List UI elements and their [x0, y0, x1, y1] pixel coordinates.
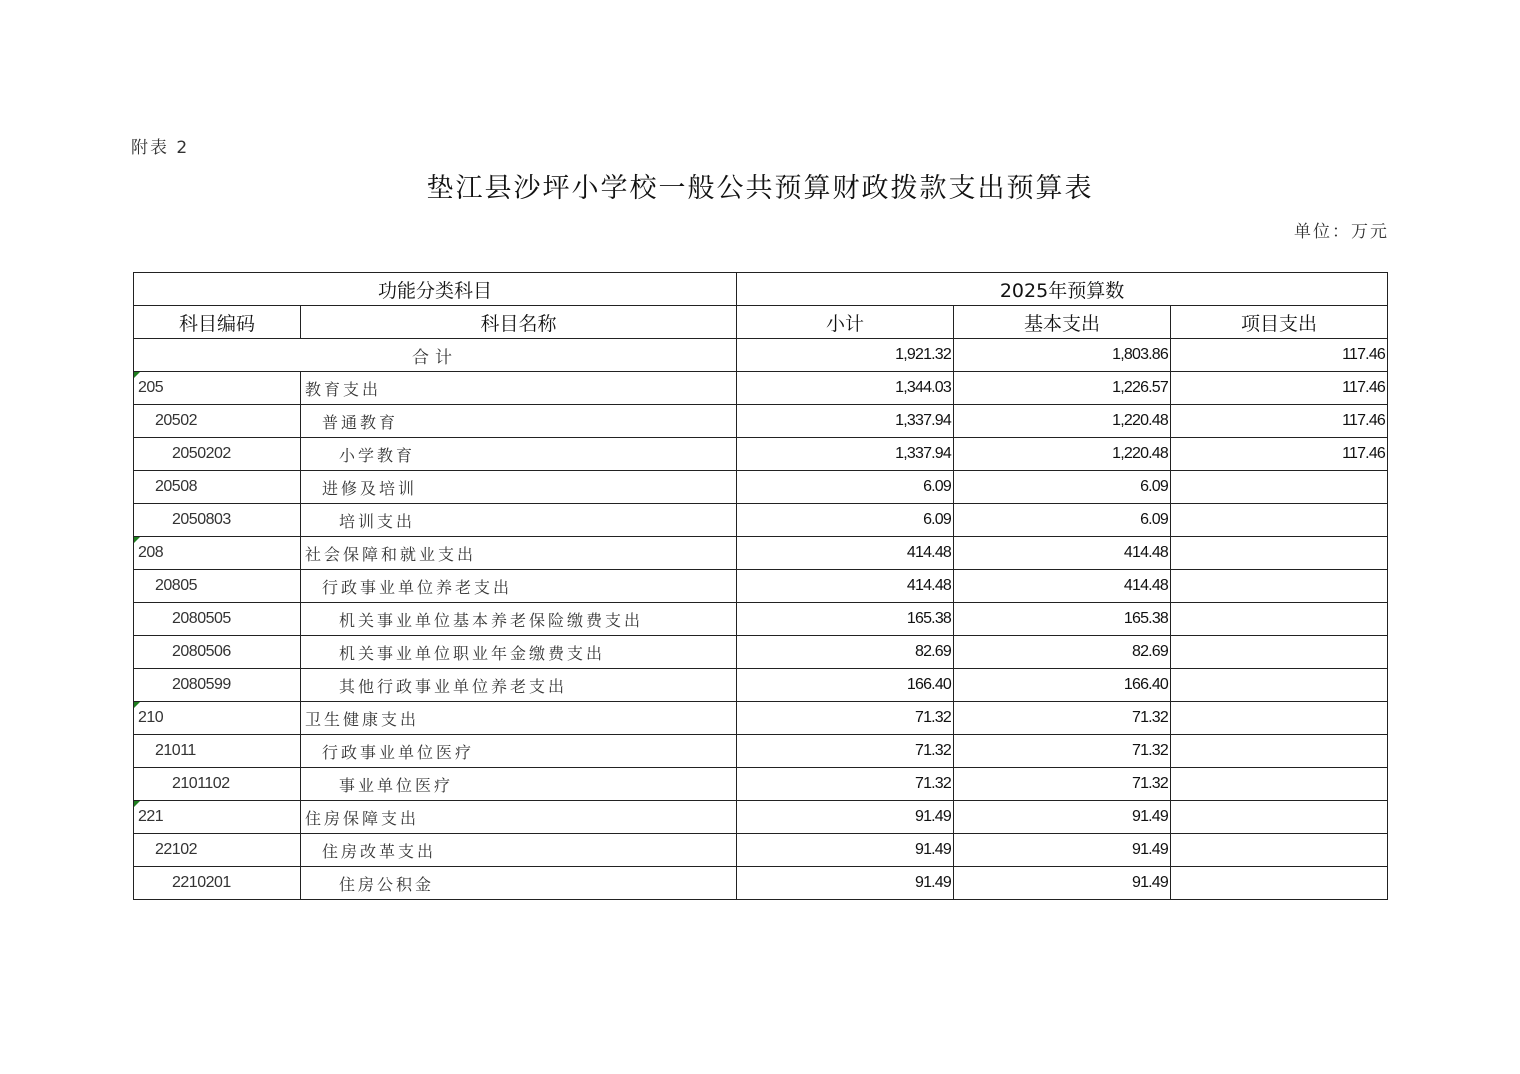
basic-expenditure-value: 1,220.48 — [954, 438, 1171, 471]
subject-code-text: 2080505 — [172, 610, 231, 627]
cell-marker-icon — [134, 801, 140, 807]
subtotal-value: 414.48 — [737, 537, 954, 570]
basic-expenditure-value: 6.09 — [954, 471, 1171, 504]
subject-code — [134, 603, 301, 636]
basic-expenditure-value: 1,226.57 — [954, 372, 1171, 405]
project-expenditure-value: 117.46 — [1171, 438, 1388, 471]
subject-name: 卫生健康支出 — [301, 702, 737, 735]
basic-expenditure-value: 414.48 — [954, 570, 1171, 603]
unit-label: 单位：万元 — [1294, 222, 1389, 242]
subject-name: 小学教育 — [301, 438, 737, 471]
total-label: 合计 — [134, 339, 737, 372]
table-row — [134, 636, 1388, 669]
subject-code — [134, 834, 301, 867]
subject-code-text: 2050803 — [172, 511, 231, 528]
basic-expenditure-value: 1,220.48 — [954, 405, 1171, 438]
basic-expenditure-value: 414.48 — [954, 537, 1171, 570]
table-row — [134, 702, 1388, 735]
subtotal-value: 82.69 — [737, 636, 954, 669]
page-title: 垫江县沙坪小学校一般公共预算财政拨款支出预算表 — [426, 173, 1094, 204]
project-expenditure-value — [1171, 603, 1388, 636]
subject-name: 行政事业单位医疗 — [301, 735, 737, 768]
basic-expenditure-value: 166.40 — [954, 669, 1171, 702]
subject-code — [134, 702, 301, 735]
subtotal-value: 165.38 — [737, 603, 954, 636]
total-project: 117.46 — [1171, 339, 1388, 372]
table-row — [134, 603, 1388, 636]
project-expenditure-value — [1171, 537, 1388, 570]
cell-marker-icon — [134, 537, 140, 543]
subject-code — [134, 504, 301, 537]
subject-code-text: 208 — [138, 544, 164, 561]
project-expenditure-value — [1171, 471, 1388, 504]
subtotal-value: 414.48 — [737, 570, 954, 603]
subtotal-value: 166.40 — [737, 669, 954, 702]
project-expenditure-value — [1171, 768, 1388, 801]
subject-name: 机关事业单位基本养老保险缴费支出 — [301, 603, 737, 636]
subject-code — [134, 372, 301, 405]
table-row — [134, 372, 1388, 405]
subject-code — [134, 570, 301, 603]
subject-name: 事业单位医疗 — [301, 768, 737, 801]
table-row — [134, 438, 1388, 471]
header-column-row — [134, 306, 1388, 339]
subject-code — [134, 405, 301, 438]
subtotal-value: 71.32 — [737, 768, 954, 801]
basic-expenditure-value: 91.49 — [954, 834, 1171, 867]
subject-code — [134, 735, 301, 768]
subject-code-text: 22102 — [155, 841, 197, 858]
subtotal-value: 1,337.94 — [737, 438, 954, 471]
basic-expenditure-value: 82.69 — [954, 636, 1171, 669]
subject-code-text: 21011 — [155, 742, 196, 759]
basic-expenditure-value: 6.09 — [954, 504, 1171, 537]
subject-code-text: 2101102 — [172, 775, 230, 792]
subtotal-value: 91.49 — [737, 867, 954, 900]
subtotal-value: 91.49 — [737, 801, 954, 834]
basic-expenditure-value: 91.49 — [954, 867, 1171, 900]
table-row — [134, 834, 1388, 867]
header-project-expenditure: 项目支出 — [1171, 306, 1388, 339]
cell-marker-icon — [134, 372, 140, 378]
subject-code-text: 20502 — [155, 412, 197, 429]
subject-code-text: 2080506 — [172, 643, 231, 660]
subject-name: 其他行政事业单位养老支出 — [301, 669, 737, 702]
subject-name: 住房公积金 — [301, 867, 737, 900]
subject-code — [134, 471, 301, 504]
project-expenditure-value — [1171, 801, 1388, 834]
subject-code — [134, 636, 301, 669]
project-expenditure-value — [1171, 570, 1388, 603]
total-row — [134, 339, 1388, 372]
subtotal-value: 6.09 — [737, 471, 954, 504]
subtotal-value: 1,344.03 — [737, 372, 954, 405]
subtotal-value: 1,337.94 — [737, 405, 954, 438]
header-subject-code: 科目编码 — [134, 306, 301, 339]
subject-code-text: 20805 — [155, 577, 197, 594]
total-subtotal: 1,921.32 — [737, 339, 954, 372]
basic-expenditure-value: 71.32 — [954, 768, 1171, 801]
header-subtotal: 小计 — [737, 306, 954, 339]
project-expenditure-value — [1171, 867, 1388, 900]
header-budget-2025: 2025年预算数 — [737, 273, 1388, 306]
table-row — [134, 471, 1388, 504]
header-subject-name: 科目名称 — [301, 306, 737, 339]
basic-expenditure-value: 91.49 — [954, 801, 1171, 834]
subject-name: 社会保障和就业支出 — [301, 537, 737, 570]
table-row — [134, 537, 1388, 570]
basic-expenditure-value: 71.32 — [954, 735, 1171, 768]
subject-name: 住房保障支出 — [301, 801, 737, 834]
project-expenditure-value — [1171, 735, 1388, 768]
subject-code-text: 210 — [138, 709, 164, 726]
project-expenditure-value: 117.46 — [1171, 372, 1388, 405]
table-row — [134, 801, 1388, 834]
subtotal-value: 6.09 — [737, 504, 954, 537]
table-row — [134, 669, 1388, 702]
subject-name: 培训支出 — [301, 504, 737, 537]
basic-expenditure-value: 165.38 — [954, 603, 1171, 636]
project-expenditure-value — [1171, 702, 1388, 735]
subject-code-text: 221 — [138, 808, 164, 825]
table-row — [134, 735, 1388, 768]
subject-code-text: 2210201 — [172, 874, 231, 891]
subject-code — [134, 801, 301, 834]
subject-name: 机关事业单位职业年金缴费支出 — [301, 636, 737, 669]
table-row — [134, 570, 1388, 603]
header-functional-classification: 功能分类科目 — [134, 273, 737, 306]
table-row — [134, 768, 1388, 801]
subject-code-text: 205 — [138, 379, 164, 396]
basic-expenditure-value: 71.32 — [954, 702, 1171, 735]
project-expenditure-value: 117.46 — [1171, 405, 1388, 438]
cell-marker-icon — [134, 702, 140, 708]
subtotal-value: 91.49 — [737, 834, 954, 867]
total-basic: 1,803.86 — [954, 339, 1171, 372]
subject-code — [134, 537, 301, 570]
subtotal-value: 71.32 — [737, 702, 954, 735]
subject-name: 进修及培训 — [301, 471, 737, 504]
subject-code-text: 20508 — [155, 478, 197, 495]
subject-code-text: 2050202 — [172, 445, 231, 462]
subtotal-value: 71.32 — [737, 735, 954, 768]
subject-name: 教育支出 — [301, 372, 737, 405]
project-expenditure-value — [1171, 504, 1388, 537]
table-row — [134, 867, 1388, 900]
project-expenditure-value — [1171, 834, 1388, 867]
project-expenditure-value — [1171, 669, 1388, 702]
subject-code — [134, 669, 301, 702]
subject-code — [134, 768, 301, 801]
subject-name: 普通教育 — [301, 405, 737, 438]
subject-name: 行政事业单位养老支出 — [301, 570, 737, 603]
budget-table — [133, 272, 1388, 900]
subject-name: 住房改革支出 — [301, 834, 737, 867]
table-row — [134, 405, 1388, 438]
attachment-label: 附表 2 — [131, 138, 190, 158]
subject-code — [134, 867, 301, 900]
subject-code — [134, 438, 301, 471]
header-basic-expenditure: 基本支出 — [954, 306, 1171, 339]
subject-code-text: 2080599 — [172, 676, 231, 693]
header-group-row — [134, 273, 1388, 306]
project-expenditure-value — [1171, 636, 1388, 669]
table-row — [134, 504, 1388, 537]
